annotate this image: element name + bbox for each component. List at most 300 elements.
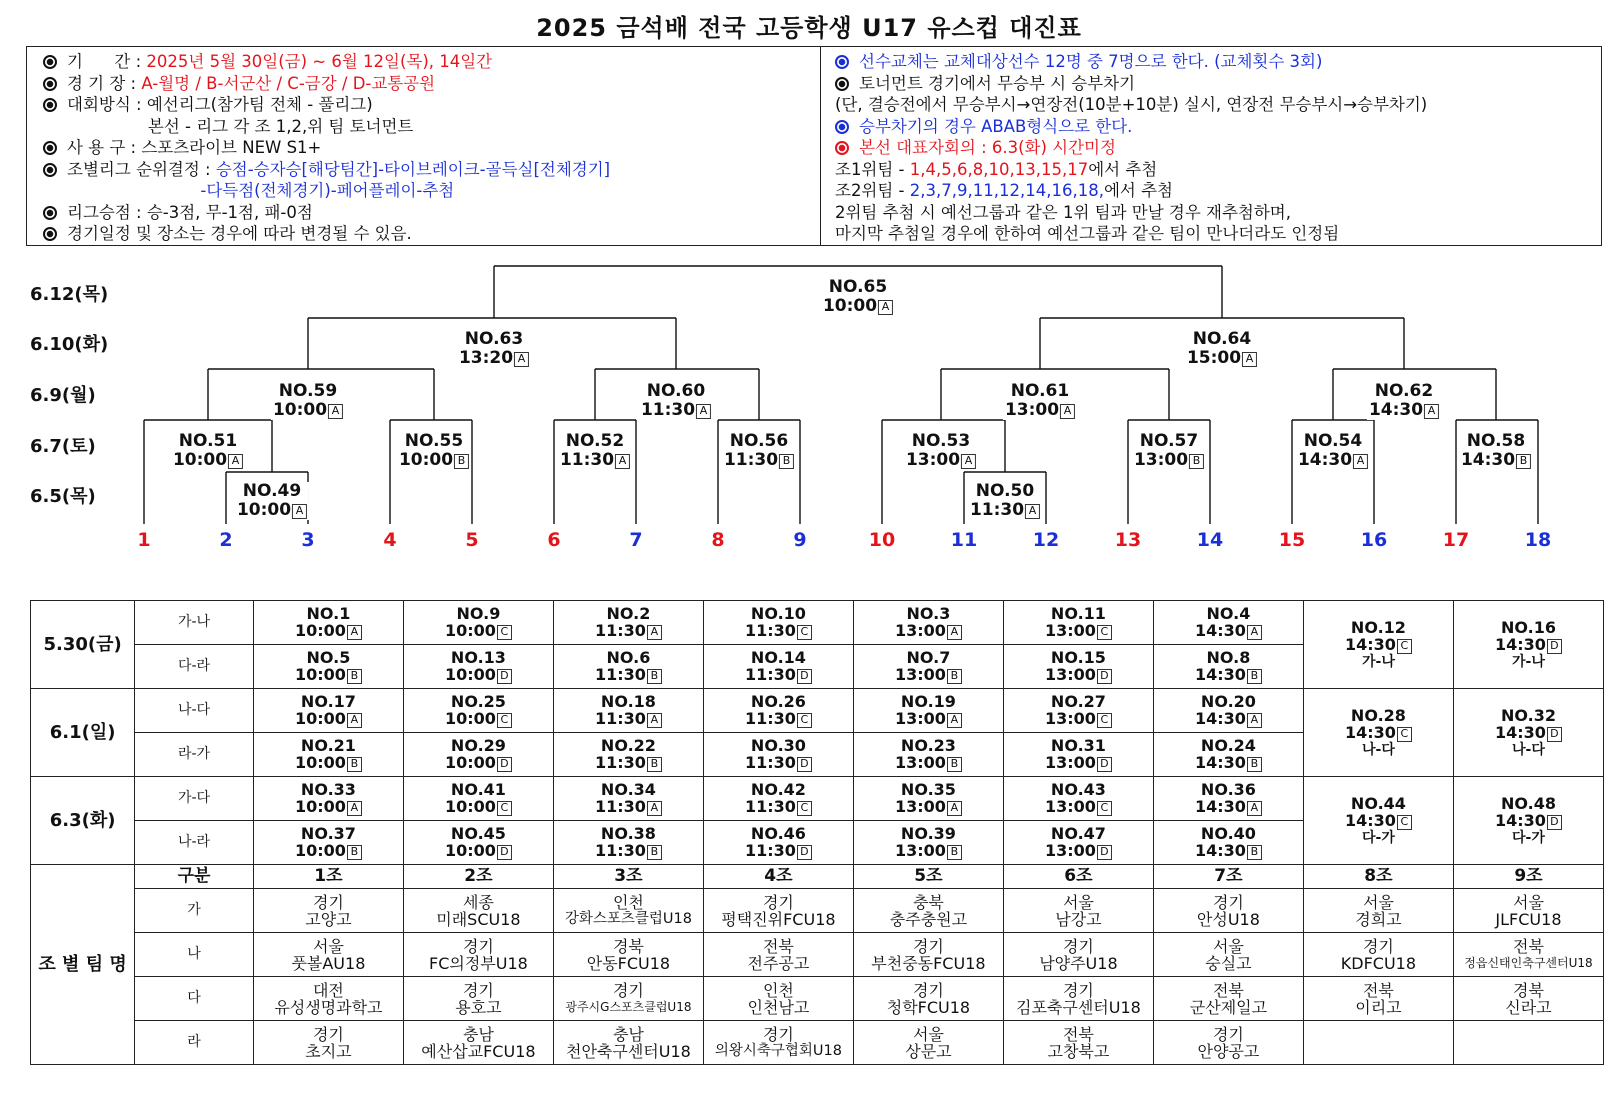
match-cell (853, 689, 1003, 733)
match-number: NO.2 (606, 604, 651, 623)
match-time-text: 11:30 (744, 621, 796, 640)
info-left-line (43, 202, 610, 224)
info-right-line (835, 73, 1427, 95)
bracket-date-label: 6.5(목) (30, 486, 96, 507)
match-time-text: 10:00 (294, 709, 346, 728)
match-number: NO.39 (900, 824, 956, 843)
team-cell (553, 933, 703, 977)
info-text: 토너먼트 경기에서 무승부 시 승부차기 (859, 73, 1136, 93)
team-name: 고양고 (305, 909, 352, 929)
team-cell (1303, 933, 1453, 977)
match-label (821, 278, 895, 316)
match-cell (553, 689, 703, 733)
bracket-date-label: 6.12(목) (30, 284, 109, 305)
match-time (237, 501, 307, 520)
group-header-row (31, 865, 1604, 889)
info-label: 경 기 장 : (67, 73, 142, 93)
match-cell (1003, 601, 1153, 645)
match-time-text: 10:00 (444, 665, 496, 684)
match-time-text: 13:00 (894, 841, 946, 860)
match-time (1454, 812, 1603, 830)
bullet-icon (43, 77, 57, 91)
match-time (1154, 622, 1303, 640)
info-left-line (43, 180, 610, 202)
match-cell (1453, 601, 1603, 689)
match-time (1154, 710, 1303, 728)
venue-tag: A (1242, 352, 1257, 367)
info-label: 기 간 : (67, 52, 147, 71)
group-header: 1조 (253, 865, 403, 889)
info-right-column (835, 51, 1427, 245)
match-time (1454, 724, 1603, 742)
match-label (1296, 432, 1370, 470)
match-time (404, 666, 553, 684)
match-number: NO.51 (178, 431, 238, 451)
match-label (639, 382, 713, 420)
match-number: NO.14 (750, 648, 806, 667)
venue-tag: D (1547, 727, 1562, 742)
venue-tag: A (615, 454, 630, 469)
match-time (854, 798, 1003, 816)
team-name: 안양공고 (1197, 1041, 1260, 1061)
team-region: 경기 (912, 980, 944, 1000)
match-number: NO.36 (1200, 780, 1256, 799)
match-number: NO.17 (300, 692, 356, 711)
bullet-icon (43, 141, 57, 155)
match-number: NO.26 (750, 692, 806, 711)
team-name: 신라고 (1505, 997, 1552, 1017)
match-time (704, 710, 853, 728)
match-number: NO.4 (1206, 604, 1251, 623)
match-time (1004, 842, 1153, 860)
match-cell (703, 733, 853, 777)
venue-tag: C (1397, 639, 1412, 654)
match-number: NO.56 (729, 431, 789, 451)
match-number: NO.62 (1374, 381, 1434, 401)
venue-tag: B (1247, 669, 1262, 684)
tournament-bracket (0, 262, 1618, 566)
team-region: 전북 (1362, 980, 1394, 1000)
match-time-text: 14:30 (1194, 753, 1246, 772)
venue-tag: D (797, 757, 812, 772)
team-name: 고창북고 (1047, 1041, 1110, 1061)
match-time-text: 11:30 (559, 450, 615, 470)
venue-tag: D (797, 845, 812, 860)
match-time-text: 10:00 (294, 665, 346, 684)
match-time (724, 451, 794, 470)
match-time-text: 10:00 (294, 753, 346, 772)
match-number: NO.5 (306, 648, 351, 667)
match-cell (1453, 777, 1603, 865)
info-label: 사 용 구 : (67, 138, 142, 157)
match-time-text: 11:30 (594, 709, 646, 728)
venue-tag: A (347, 713, 362, 728)
match-time (854, 754, 1003, 772)
bracket-slot-number: 15 (1278, 529, 1306, 551)
team-cell (403, 933, 553, 977)
match-time-text: 14:30 (1344, 810, 1396, 830)
bracket-slot-number: 3 (301, 529, 315, 551)
pair-label: 나-다 (1361, 741, 1395, 758)
match-cell (403, 689, 553, 733)
match-time-text: 11:30 (640, 400, 696, 420)
venue-tag: A (647, 713, 662, 728)
match-cell (853, 821, 1003, 865)
match-number: NO.7 (906, 648, 951, 667)
team-region: 경기 (612, 980, 644, 1000)
match-time (1154, 754, 1303, 772)
info-right-line (835, 116, 1427, 138)
match-number: NO.20 (1200, 692, 1256, 711)
date-cell: 6.1(일) (31, 689, 135, 777)
match-cell (1003, 689, 1153, 733)
team-cell (403, 977, 553, 1021)
match-number: NO.25 (450, 692, 506, 711)
match-number: NO.42 (750, 780, 806, 799)
match-number: NO.58 (1466, 431, 1526, 451)
info-right-line (835, 94, 1427, 116)
venue-tag: D (1097, 757, 1112, 772)
match-number: NO.31 (1050, 736, 1106, 755)
match-time-text: 14:30 (1194, 665, 1246, 684)
venue-tag: B (947, 757, 962, 772)
team-row-key: 라 (135, 1021, 254, 1065)
team-name: 초지고 (305, 1041, 352, 1061)
venue-tag: B (1189, 454, 1204, 469)
venue-tag: A (947, 801, 962, 816)
match-time (459, 349, 529, 368)
pair-cell: 다-라 (135, 645, 254, 689)
team-region: 대전 (312, 980, 344, 1000)
team-name: 평택진위FCU18 (721, 909, 836, 929)
match-label (457, 330, 531, 368)
match-cell (253, 645, 403, 689)
team-name: KDFCU18 (1340, 953, 1417, 973)
match-time (1304, 724, 1453, 742)
pair-label: 가-나 (1361, 653, 1395, 670)
match-cell (403, 821, 553, 865)
match-time-text: 10:00 (444, 797, 496, 816)
match-time (1154, 798, 1303, 816)
team-region: 인천 (612, 892, 644, 912)
pair-label: 다-가 (1512, 829, 1545, 846)
team-cell (253, 933, 403, 977)
match-time (1369, 401, 1439, 420)
match-cell (1153, 601, 1303, 645)
team-region: 전북 (762, 936, 794, 956)
venue-tag: B (1247, 845, 1262, 860)
team-cell (853, 1021, 1003, 1065)
match-number: NO.24 (1200, 736, 1256, 755)
venue-tag: A (1353, 454, 1368, 469)
venue-tag: A (1247, 801, 1262, 816)
team-cell (403, 889, 553, 933)
match-number: NO.40 (1200, 824, 1256, 843)
match-time-text: 10:00 (272, 400, 328, 420)
match-time (1154, 842, 1303, 860)
match-time-text: 14:30 (1494, 722, 1546, 742)
info-tail: 에서 추첨 (1103, 181, 1173, 200)
match-number: NO.48 (1500, 793, 1556, 813)
info-right-line (835, 159, 1427, 181)
venue-tag: C (497, 801, 512, 816)
match-cell (853, 733, 1003, 777)
match-time-text: 13:00 (1044, 621, 1096, 640)
info-left-line (43, 51, 610, 73)
team-name: 인천남고 (747, 997, 810, 1017)
team-cell (1453, 1021, 1603, 1065)
schedule-table (30, 600, 1604, 1065)
match-number: NO.10 (750, 604, 806, 623)
page-title: 2025 금석배 전국 고등학생 U17 유스컵 대진표 (536, 14, 1082, 42)
match-time (254, 622, 403, 640)
team-name: 광주시G스포츠클럽U18 (565, 999, 692, 1014)
team-name: 상문고 (905, 1041, 952, 1061)
team-cell (1003, 933, 1153, 977)
match-number: NO.47 (1050, 824, 1106, 843)
match-time-text: 10:00 (444, 621, 496, 640)
venue-tag: D (1097, 669, 1112, 684)
team-row (31, 933, 1604, 977)
match-cell (403, 733, 553, 777)
match-number: NO.61 (1010, 381, 1070, 401)
match-time (1187, 349, 1257, 368)
match-time (404, 622, 553, 640)
bullet-icon (43, 55, 57, 69)
match-time-text: 14:30 (1368, 400, 1424, 420)
team-cell (1153, 889, 1303, 933)
match-label (1132, 432, 1206, 470)
team-cell (553, 889, 703, 933)
match-number: NO.12 (1350, 617, 1406, 637)
match-time (254, 798, 403, 816)
info-left-line (43, 137, 610, 159)
bullet-icon (43, 163, 57, 177)
team-name: 이리고 (1355, 997, 1402, 1017)
team-region: 경기 (462, 936, 494, 956)
match-cell (1003, 821, 1153, 865)
match-number: NO.41 (450, 780, 506, 799)
match-number: NO.38 (600, 824, 656, 843)
match-cell (703, 601, 853, 645)
info-divider (820, 47, 821, 245)
info-value: 승점-승자승[해당팀간]-타이브레이크-골득실[전체경기] (215, 159, 611, 179)
match-number: NO.1 (306, 604, 351, 623)
team-region: 경기 (1212, 1024, 1244, 1044)
match-cell (553, 821, 703, 865)
team-region: 서울 (912, 1024, 944, 1044)
match-time-text: 14:30 (1494, 634, 1546, 654)
bullet-icon (43, 98, 57, 112)
match-time-text: 13:00 (894, 709, 946, 728)
team-region: 경기 (1062, 980, 1094, 1000)
match-time-text: 14:30 (1194, 621, 1246, 640)
bracket-slot-number: 11 (950, 529, 978, 551)
match-time (641, 401, 711, 420)
team-region: 경기 (762, 892, 794, 912)
venue-tag: A (1247, 625, 1262, 640)
team-region: 경기 (312, 1024, 344, 1044)
match-label (397, 432, 471, 470)
team-region: 경기 (1062, 936, 1094, 956)
match-number: NO.13 (450, 648, 506, 667)
match-time-text: 13:00 (905, 450, 961, 470)
match-time (273, 401, 343, 420)
schedule-row (31, 601, 1604, 645)
info-text: 2위팀 추첨 시 예선그룹과 같은 1위 팀과 만날 경우 재추첨하며, (835, 202, 1291, 222)
info-value: 경기일정 및 장소는 경우에 따라 변경될 수 있음. (67, 224, 412, 243)
match-number: NO.35 (900, 780, 956, 799)
match-number: NO.44 (1350, 793, 1406, 813)
info-tail: 에서 추첨 (1088, 159, 1158, 179)
venue-tag: B (647, 845, 662, 860)
team-cell (853, 889, 1003, 933)
team-cell (253, 1021, 403, 1065)
team-name: 안성U18 (1196, 909, 1260, 929)
match-time (1304, 636, 1453, 654)
team-region: 서울 (1362, 892, 1394, 912)
venue-tag: B (947, 845, 962, 860)
match-number: NO.3 (906, 604, 951, 623)
info-label: 대회방식 : (67, 95, 147, 114)
match-time (404, 710, 553, 728)
match-time-text: 11:30 (594, 797, 646, 816)
match-number: NO.27 (1050, 692, 1106, 711)
match-number: NO.45 (450, 824, 506, 843)
info-text: 선수교체는 교체대상선수 12명 중 7명으로 한다. (교체횟수 3회) (859, 52, 1323, 71)
match-number: NO.15 (1050, 648, 1106, 667)
pair-label: 나-다 (1512, 741, 1545, 758)
info-box (26, 46, 1602, 246)
match-cell (253, 733, 403, 777)
bracket-date-label: 6.7(토) (30, 436, 96, 457)
team-region: 경기 (912, 936, 944, 956)
bracket-slot-number: 13 (1114, 529, 1142, 551)
match-time-text: 11:30 (744, 797, 796, 816)
match-cell (1153, 821, 1303, 865)
indent (43, 117, 148, 136)
team-region: 서울 (1062, 892, 1094, 912)
team-cell (253, 977, 403, 1021)
match-time-text: 11:30 (594, 621, 646, 640)
match-time (704, 622, 853, 640)
info-right-line (835, 137, 1427, 159)
match-number: NO.21 (300, 736, 356, 755)
match-time (254, 666, 403, 684)
match-cell (1003, 733, 1153, 777)
match-time (254, 710, 403, 728)
match-time-text: 13:00 (1044, 709, 1096, 728)
team-cell (1003, 977, 1153, 1021)
team-name: 미래SCU18 (436, 909, 521, 929)
match-time-text: 13:00 (1044, 753, 1096, 772)
match-cell (1153, 777, 1303, 821)
venue-tag: A (347, 625, 362, 640)
match-time (560, 451, 630, 470)
team-region: 서울 (312, 936, 344, 956)
team-cell (703, 933, 853, 977)
info-text: 본선 대표자회의 : 6.3(화) 시간미정 (859, 138, 1116, 157)
match-cell (1003, 645, 1153, 689)
info-text: 조2위팀 - (835, 181, 910, 200)
match-time (1004, 710, 1153, 728)
match-time (1461, 451, 1531, 470)
bullet-icon (43, 227, 57, 241)
match-time (1298, 451, 1368, 470)
venue-tag: C (497, 713, 512, 728)
venue-tag: B (647, 757, 662, 772)
info-left-line (43, 223, 610, 245)
match-time (404, 754, 553, 772)
team-cell (703, 1021, 853, 1065)
group-header: 5조 (853, 865, 1003, 889)
indent (43, 181, 200, 200)
team-name: 청학FCU18 (886, 997, 971, 1017)
bracket-slot-number: 5 (465, 529, 479, 551)
venue-tag: A (1424, 404, 1439, 419)
venue-tag: C (497, 625, 512, 640)
match-cell (553, 777, 703, 821)
venue-tag: B (1247, 757, 1262, 772)
match-cell (1303, 689, 1453, 777)
match-time-text: 13:00 (894, 665, 946, 684)
match-time (404, 798, 553, 816)
team-name: 숭실고 (1205, 953, 1252, 973)
team-region: 경기 (1212, 892, 1244, 912)
match-number: NO.64 (1192, 329, 1252, 349)
match-number: NO.33 (300, 780, 356, 799)
group-header: 7조 (1153, 865, 1303, 889)
match-label (1367, 382, 1441, 420)
match-cell (553, 601, 703, 645)
match-label (1185, 330, 1259, 368)
match-cell (703, 777, 853, 821)
match-number: NO.22 (600, 736, 656, 755)
venue-tag: D (497, 757, 512, 772)
team-region: 전북 (1513, 936, 1544, 956)
venue-tag: A (292, 504, 307, 519)
team-region: 세종 (462, 892, 494, 912)
venue-tag: D (1097, 845, 1112, 860)
venue-tag: A (1025, 504, 1040, 519)
team-cell (703, 977, 853, 1021)
team-cell (403, 1021, 553, 1065)
info-value: 스포츠라이브 NEW S1+ (141, 138, 322, 157)
team-cell (1453, 889, 1603, 933)
team-region: 서울 (1513, 892, 1544, 912)
match-time-text: 11:30 (969, 500, 1025, 520)
bullet-icon (835, 141, 849, 155)
match-cell (853, 777, 1003, 821)
venue-tag: D (1547, 639, 1562, 654)
venue-tag: C (797, 713, 812, 728)
info-left-line (43, 159, 610, 181)
match-time (704, 842, 853, 860)
pair-label: 다-가 (1361, 829, 1395, 846)
bracket-slot-number: 4 (383, 529, 397, 551)
match-label (171, 432, 245, 470)
team-region: 충남 (462, 1024, 494, 1044)
venue-tag: A (696, 404, 711, 419)
bracket-slot-number: 10 (868, 529, 896, 551)
match-time (254, 842, 403, 860)
team-cell (1453, 933, 1603, 977)
date-cell: 5.30(금) (31, 601, 135, 689)
team-region: 인천 (762, 980, 794, 1000)
venue-tag: B (779, 454, 794, 469)
match-number: NO.57 (1139, 431, 1199, 451)
team-cell (853, 933, 1003, 977)
